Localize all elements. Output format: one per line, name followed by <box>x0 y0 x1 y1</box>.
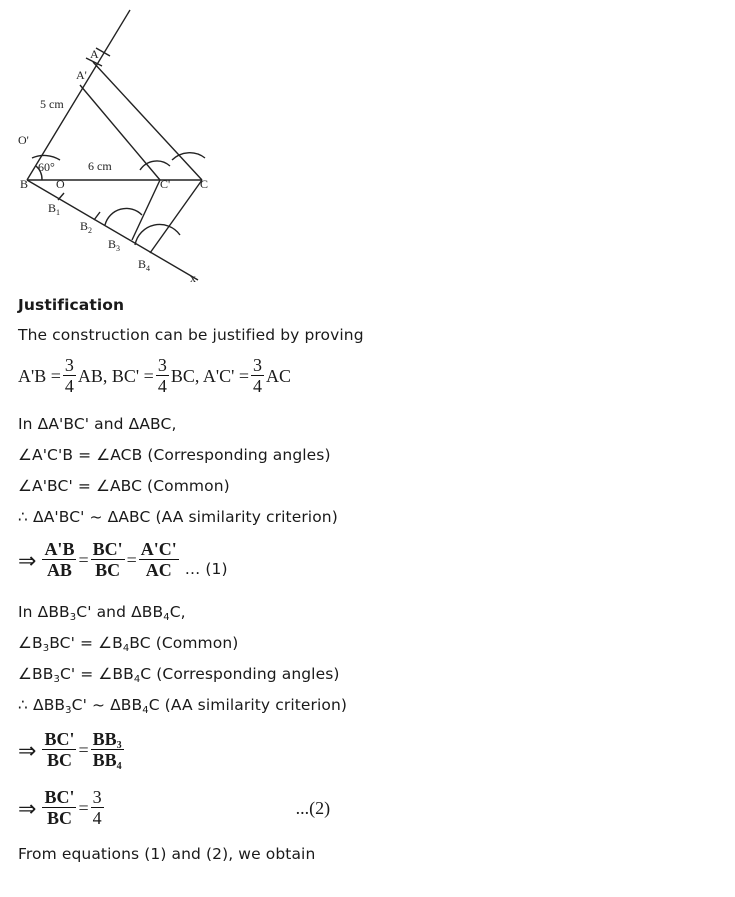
label-c-prime: C' <box>160 177 171 191</box>
implies-symbol: ⇒ <box>18 795 37 821</box>
segment-b4-c <box>150 180 202 253</box>
eq-term: AC <box>266 366 292 386</box>
proof-equation <box>18 356 291 397</box>
fraction: $\frac{BB_3}{BB_4}$ <box>92 729 122 772</box>
label-o-prime: O' <box>18 133 29 147</box>
fraction: $\frac{3}{4}$ <box>157 355 167 396</box>
label-b4: $B_4$ <box>138 257 151 273</box>
label-c: C <box>200 177 209 191</box>
fraction: $\frac{A'B}{AB}$ <box>44 539 75 580</box>
eq-term: AB, BC' = <box>77 366 154 386</box>
equation-3: ⇒ $\frac{BC'}{BC}$ = $\frac{3}{4}$ ...(2) <box>18 787 331 828</box>
label-5cm: 5 cm <box>40 97 64 111</box>
equation-tag-2: ...(2) <box>295 798 331 818</box>
fraction: $\frac{A'C'}{AC}$ <box>140 539 177 580</box>
label-o: O <box>56 177 65 191</box>
fraction: $\frac{BC'}{BC}$ <box>44 787 75 828</box>
text-line-4: ∴ ΔA'BC' ~ ΔABC (AA similarity criterion) <box>18 508 338 526</box>
ray-bx <box>27 180 198 280</box>
label-6cm: 6 cm <box>88 159 112 173</box>
fraction: $\frac{BC'}{BC}$ <box>92 539 123 580</box>
footer-text: From equations (1) and (2), we obtain <box>18 845 316 863</box>
label-60-degree: 60° <box>38 160 55 174</box>
label-b1: $B_1$ <box>48 201 61 217</box>
implies-symbol: ⇒ <box>18 547 37 573</box>
equation-2: ⇒ $\frac{BC'}{BC}$ = $\frac{BB_3}{BB_4}$ <box>18 729 122 772</box>
text-line-2: ∠A'C'B = ∠ACB (Corresponding angles) <box>18 446 331 464</box>
construction-diagram <box>10 0 220 290</box>
fraction: $\frac{3}{4}$ <box>253 355 262 396</box>
arc-b3 <box>105 208 142 225</box>
intro-text: The construction can be justified by proving <box>18 326 364 344</box>
implies-symbol: ⇒ <box>18 737 37 763</box>
fraction: $\frac{3}{4}$ <box>92 787 102 828</box>
text-line-1: In ΔA'BC' and ΔABC, <box>18 415 177 433</box>
equation-tag-1: … (1) <box>184 559 228 578</box>
fraction: $\frac{BC'}{BC}$ <box>44 729 75 770</box>
label-a-prime: A' <box>76 68 87 82</box>
eq-term: A'B = <box>18 366 61 386</box>
label-b3: $B_3$ <box>108 237 121 253</box>
label-x: x <box>190 271 196 285</box>
arc-tick-1 <box>58 193 64 200</box>
text-line-7: $\angle BB_3C'$ = $\angle BB_4C$ (Corresponding angles) <box>18 665 340 685</box>
text-line-3: ∠A'BC' = ∠ABC (Common) <box>18 477 230 495</box>
fraction: $\frac{3}{4}$ <box>64 355 74 396</box>
eq-term: BC, A'C' = <box>170 366 249 386</box>
label-a: A <box>90 47 99 61</box>
text-line-8: ∴ $\Delta BB_3C'$ ~ $\Delta BB_4C$ (AA similarity criterion) <box>18 696 348 716</box>
text-line-6: $\angle B_3BC'$ = $\angle B_4BC$ (Common) <box>18 634 239 654</box>
text-line-5: In $\Delta BB_3C'$ and $\Delta BB_4C$, <box>18 603 186 623</box>
label-b2: $B_2$ <box>80 219 93 235</box>
ray-ba <box>27 10 130 180</box>
label-b: B <box>20 177 29 191</box>
section-heading: Justification <box>18 296 125 314</box>
equation-1: ⇒ $\frac{A'B}{AB}$ = $\frac{BC'}{BC}$ = $\frac{A'C'}{AC}$ … (1) <box>18 539 228 580</box>
arc-tick-2 <box>94 212 100 220</box>
